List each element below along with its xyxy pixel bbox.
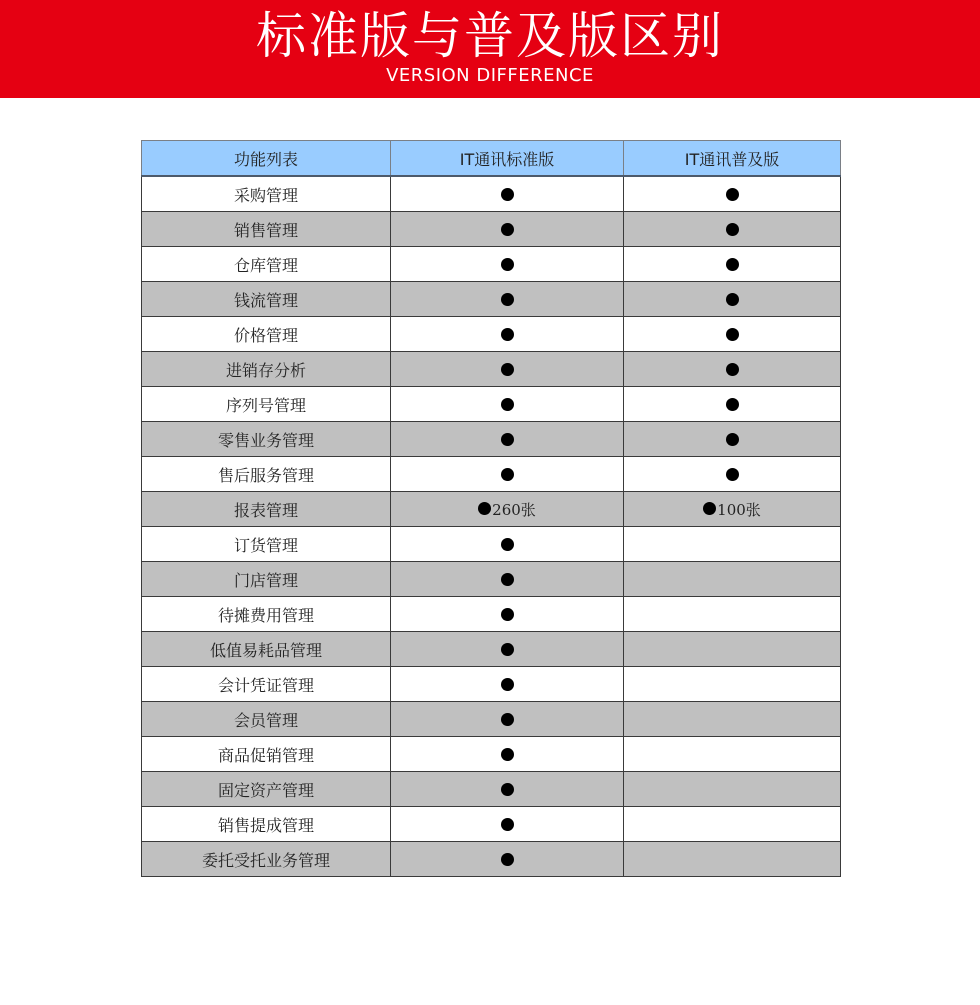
standard-note: 260张 <box>492 500 536 519</box>
feature-name-cell: 销售管理 <box>142 212 391 247</box>
bullet-dot-icon <box>478 502 491 515</box>
standard-support-cell <box>391 387 624 422</box>
bullet-dot-icon <box>501 258 514 271</box>
basic-support-cell <box>624 842 841 877</box>
standard-support-cell <box>391 702 624 737</box>
bullet-dot-icon <box>501 293 514 306</box>
table-row <box>142 842 841 877</box>
standard-support-cell <box>391 212 624 247</box>
table-row <box>142 387 841 422</box>
basic-support-cell <box>624 176 841 212</box>
table-body <box>142 176 841 877</box>
table-row <box>142 737 841 772</box>
feature-name-cell: 报表管理 <box>142 492 391 527</box>
bullet-dot-icon <box>501 573 514 586</box>
bullet-dot-icon <box>501 783 514 796</box>
feature-name-cell: 会计凭证管理 <box>142 667 391 702</box>
page-title: 标准版与普及版区别 <box>256 7 724 65</box>
bullet-dot-icon <box>501 398 514 411</box>
basic-support-cell <box>624 352 841 387</box>
bullet-dot-icon <box>501 818 514 831</box>
standard-support-cell <box>391 492 624 527</box>
header-banner <box>0 0 980 98</box>
table-row <box>142 457 841 492</box>
table-row <box>142 667 841 702</box>
bullet-dot-icon <box>726 433 739 446</box>
basic-support-cell <box>624 247 841 282</box>
bullet-dot-icon <box>726 363 739 376</box>
bullet-dot-icon <box>726 398 739 411</box>
standard-support-cell <box>391 632 624 667</box>
standard-support-cell <box>391 352 624 387</box>
standard-support-cell <box>391 597 624 632</box>
bullet-dot-icon <box>501 748 514 761</box>
feature-name-cell: 零售业务管理 <box>142 422 391 457</box>
table-row <box>142 527 841 562</box>
table-row <box>142 422 841 457</box>
standard-support-cell <box>391 527 624 562</box>
feature-name-cell: 待摊费用管理 <box>142 597 391 632</box>
feature-name-cell: 委托受托业务管理 <box>142 842 391 877</box>
standard-support-cell <box>391 807 624 842</box>
bullet-dot-icon <box>501 223 514 236</box>
feature-name-cell: 销售提成管理 <box>142 807 391 842</box>
standard-support-cell <box>391 422 624 457</box>
basic-note: 100张 <box>717 500 761 519</box>
basic-support-cell <box>624 527 841 562</box>
feature-name-cell: 售后服务管理 <box>142 457 391 492</box>
feature-name-cell: 钱流管理 <box>142 282 391 317</box>
standard-support-cell <box>391 562 624 597</box>
feature-name-cell: 固定资产管理 <box>142 772 391 807</box>
basic-support-cell <box>624 597 841 632</box>
basic-support-cell <box>624 702 841 737</box>
table-row <box>142 282 841 317</box>
bullet-dot-icon <box>726 468 739 481</box>
bullet-dot-icon <box>501 713 514 726</box>
basic-support-cell <box>624 737 841 772</box>
feature-name-cell: 会员管理 <box>142 702 391 737</box>
bullet-dot-icon <box>726 258 739 271</box>
column-header-basic: IT通讯普及版 <box>624 141 841 177</box>
bullet-dot-icon <box>501 643 514 656</box>
bullet-dot-icon <box>501 433 514 446</box>
standard-support-cell <box>391 317 624 352</box>
table-row <box>142 317 841 352</box>
standard-support-cell <box>391 457 624 492</box>
bullet-dot-icon <box>501 538 514 551</box>
basic-support-cell <box>624 282 841 317</box>
basic-support-cell <box>624 387 841 422</box>
standard-support-cell <box>391 772 624 807</box>
bullet-dot-icon <box>501 328 514 341</box>
bullet-dot-icon <box>726 188 739 201</box>
column-header-standard: IT通讯标准版 <box>391 141 624 177</box>
bullet-dot-icon <box>501 363 514 376</box>
basic-support-cell <box>624 457 841 492</box>
bullet-dot-icon <box>501 678 514 691</box>
basic-support-cell <box>624 667 841 702</box>
table-row <box>142 492 841 527</box>
table-row <box>142 632 841 667</box>
feature-name-cell: 进销存分析 <box>142 352 391 387</box>
feature-name-cell: 采购管理 <box>142 176 391 212</box>
bullet-dot-icon <box>703 502 716 515</box>
feature-name-cell: 仓库管理 <box>142 247 391 282</box>
bullet-dot-icon <box>501 188 514 201</box>
table-row <box>142 702 841 737</box>
basic-support-cell <box>624 212 841 247</box>
bullet-dot-icon <box>726 223 739 236</box>
standard-support-cell <box>391 737 624 772</box>
standard-support-cell <box>391 842 624 877</box>
column-header-feature: 功能列表 <box>142 141 391 177</box>
feature-name-cell: 商品促销管理 <box>142 737 391 772</box>
basic-support-cell <box>624 317 841 352</box>
table-header-row <box>142 141 841 177</box>
table-row <box>142 772 841 807</box>
table-row <box>142 212 841 247</box>
feature-name-cell: 价格管理 <box>142 317 391 352</box>
feature-name-cell: 订货管理 <box>142 527 391 562</box>
table-row <box>142 352 841 387</box>
bullet-dot-icon <box>726 328 739 341</box>
basic-support-cell <box>624 492 841 527</box>
comparison-table-container <box>141 140 841 877</box>
table-row <box>142 597 841 632</box>
table-row <box>142 807 841 842</box>
basic-support-cell <box>624 632 841 667</box>
feature-name-cell: 序列号管理 <box>142 387 391 422</box>
basic-support-cell <box>624 562 841 597</box>
bullet-dot-icon <box>501 853 514 866</box>
version-comparison-table <box>141 140 841 877</box>
table-row <box>142 562 841 597</box>
bullet-dot-icon <box>501 468 514 481</box>
standard-support-cell <box>391 667 624 702</box>
standard-support-cell <box>391 247 624 282</box>
bullet-dot-icon <box>501 608 514 621</box>
basic-support-cell <box>624 772 841 807</box>
table-row <box>142 176 841 212</box>
feature-name-cell: 门店管理 <box>142 562 391 597</box>
basic-support-cell <box>624 422 841 457</box>
table-row <box>142 247 841 282</box>
page-subtitle: VERSION DIFFERENCE <box>386 65 594 86</box>
bullet-dot-icon <box>726 293 739 306</box>
standard-support-cell <box>391 176 624 212</box>
basic-support-cell <box>624 807 841 842</box>
standard-support-cell <box>391 282 624 317</box>
feature-name-cell: 低值易耗品管理 <box>142 632 391 667</box>
